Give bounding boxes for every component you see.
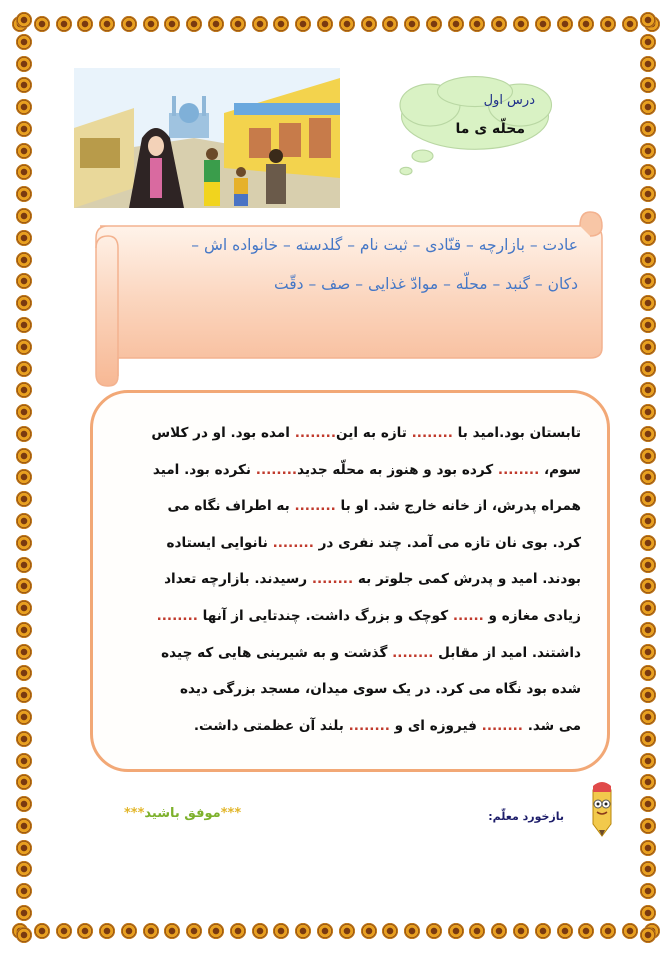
flower-ornament-icon: [16, 34, 32, 50]
flower-ornament-icon: [273, 16, 289, 32]
reading-text-segment: رسیدند. بازارچه تعداد: [164, 571, 312, 588]
flower-ornament-icon: [16, 361, 32, 377]
flower-ornament-icon: [426, 923, 442, 939]
reading-line: [121, 452, 581, 489]
flower-ornament-icon: [448, 16, 464, 32]
flower-ornament-icon: [513, 923, 529, 939]
vocabulary-line-1: عادت – بازارچه – قنّادی – ثبت نام – گلدسته – خانواده اش –: [191, 236, 578, 254]
reading-text-segment: نکرده بود. امید: [152, 461, 256, 478]
blank-gap: ........: [411, 425, 453, 441]
flower-ornament-icon: [640, 230, 656, 246]
flower-ornament-icon: [16, 731, 32, 747]
flower-ornament-icon: [99, 16, 115, 32]
flower-ornament-icon: [600, 16, 616, 32]
flower-ornament-icon: [640, 687, 656, 703]
reading-text-segment: به اطراف نگاه می: [167, 498, 295, 515]
lesson-label: درس اول: [483, 93, 535, 108]
reading-text-segment: کوچک و بزرگ داشت. چندتایی از آنها: [197, 607, 453, 624]
flower-ornament-icon: [640, 143, 656, 159]
flower-ornament-icon: [16, 230, 32, 246]
flower-ornament-icon: [16, 883, 32, 899]
flower-ornament-icon: [640, 622, 656, 638]
bazaar-scene-illustration: [74, 68, 340, 208]
flower-ornament-icon: [16, 252, 32, 268]
flower-ornament-icon: [16, 99, 32, 115]
flower-ornament-icon: [77, 923, 93, 939]
flower-ornament-icon: [426, 16, 442, 32]
flower-ornament-icon: [640, 644, 656, 660]
flower-ornament-icon: [16, 273, 32, 289]
flower-ornament-icon: [640, 404, 656, 420]
flower-ornament-icon: [317, 923, 333, 939]
flower-ornament-icon: [640, 731, 656, 747]
blank-gap: ........: [392, 644, 434, 661]
flower-ornament-icon: [230, 923, 246, 939]
flower-ornament-icon: [56, 923, 72, 939]
flower-ornament-icon: [640, 818, 656, 834]
lesson-heading: [365, 75, 565, 180]
flower-ornament-icon: [16, 709, 32, 725]
flower-ornament-icon: [16, 404, 32, 420]
reading-line: [121, 488, 581, 525]
flower-ornament-icon: [640, 513, 656, 529]
good-luck-message: [124, 806, 241, 821]
flower-ornament-icon: [16, 448, 32, 464]
flower-ornament-icon: [16, 578, 32, 594]
flower-ornament-icon: [16, 426, 32, 442]
reading-passage-box: [90, 390, 610, 772]
reading-text-segment: سوم،: [539, 461, 581, 478]
flower-ornament-icon: [16, 796, 32, 812]
flower-ornament-icon: [382, 923, 398, 939]
flower-ornament-icon: [578, 16, 594, 32]
reading-line: [121, 598, 581, 635]
blank-gap: ........: [348, 717, 390, 734]
reading-text-segment: تازه به این: [336, 425, 412, 441]
flower-ornament-icon: [361, 16, 377, 32]
flower-ornament-icon: [404, 16, 420, 32]
reading-text-segment: می شد.: [522, 717, 581, 734]
frame-right: [636, 12, 660, 943]
flower-ornament-icon: [164, 923, 180, 939]
reading-text-segment: شده بود نگاه می کرد. در یک سوی میدان، مسجد بزرگی دیده: [179, 681, 581, 698]
flower-ornament-icon: [16, 927, 32, 943]
flower-ornament-icon: [16, 600, 32, 616]
stars-right: ***: [124, 806, 145, 821]
flower-ornament-icon: [143, 16, 159, 32]
reading-line: [121, 415, 581, 452]
flower-ornament-icon: [16, 469, 32, 485]
flower-ornament-icon: [186, 16, 202, 32]
flower-ornament-icon: [16, 644, 32, 660]
frame-left: [12, 12, 36, 943]
flower-ornament-icon: [640, 339, 656, 355]
reading-text-segment: همراه پدرش، از خانه خارج شد. او با: [335, 498, 581, 515]
lesson-title: محلّه ی ما: [455, 121, 525, 137]
reading-text-segment: داشتند. امید از مقابل: [433, 644, 581, 661]
flower-ornament-icon: [317, 16, 333, 32]
flower-ornament-icon: [16, 557, 32, 573]
frame-bottom: [12, 919, 660, 943]
flower-ornament-icon: [16, 665, 32, 681]
flower-ornament-icon: [469, 16, 485, 32]
blank-gap: ........: [294, 498, 336, 515]
reading-text-segment: بودند. امید و پدرش کمی جلوتر به: [353, 571, 581, 588]
flower-ornament-icon: [640, 709, 656, 725]
flower-ornament-icon: [640, 905, 656, 921]
flower-ornament-icon: [16, 774, 32, 790]
flower-ornament-icon: [404, 923, 420, 939]
flower-ornament-icon: [640, 491, 656, 507]
flower-ornament-icon: [208, 16, 224, 32]
flower-ornament-icon: [56, 16, 72, 32]
flower-ornament-icon: [557, 16, 573, 32]
frame-top: [12, 12, 660, 36]
vocabulary-scroll: [78, 208, 606, 388]
reading-text-segment: کرده بود و هنوز به محلّه جدید: [297, 461, 498, 478]
flower-ornament-icon: [16, 186, 32, 202]
reading-line: [121, 561, 581, 598]
flower-ornament-icon: [121, 923, 137, 939]
flower-ornament-icon: [491, 16, 507, 32]
flower-ornament-icon: [640, 535, 656, 551]
flower-ornament-icon: [361, 923, 377, 939]
reading-line: [121, 635, 581, 672]
flower-ornament-icon: [640, 164, 656, 180]
blank-gap: ......: [452, 607, 484, 624]
flower-ornament-icon: [34, 16, 50, 32]
flower-ornament-icon: [295, 923, 311, 939]
flower-ornament-icon: [640, 382, 656, 398]
flower-ornament-icon: [164, 16, 180, 32]
flower-ornament-icon: [16, 818, 32, 834]
flower-ornament-icon: [16, 382, 32, 398]
flower-ornament-icon: [16, 317, 32, 333]
pencil-mascot-icon: [585, 780, 619, 838]
flower-ornament-icon: [16, 143, 32, 159]
flower-ornament-icon: [640, 186, 656, 202]
reading-text-segment: تابستان بود.امید با: [452, 425, 581, 441]
flower-ornament-icon: [16, 121, 32, 137]
flower-ornament-icon: [448, 923, 464, 939]
flower-ornament-icon: [640, 774, 656, 790]
flower-ornament-icon: [491, 923, 507, 939]
flower-ornament-icon: [16, 840, 32, 856]
flower-ornament-icon: [208, 923, 224, 939]
flower-ornament-icon: [99, 923, 115, 939]
flower-ornament-icon: [640, 840, 656, 856]
flower-ornament-icon: [16, 12, 32, 28]
flower-ornament-icon: [578, 923, 594, 939]
flower-ornament-icon: [230, 16, 246, 32]
reading-text-segment: کرد. بوی نان تازه می آمد. چند نفری در: [313, 534, 581, 551]
flower-ornament-icon: [640, 317, 656, 333]
reading-text-segment: امده بود. او در کلاس: [151, 425, 295, 441]
flower-ornament-icon: [16, 905, 32, 921]
worksheet-page: [40, 40, 632, 915]
flower-ornament-icon: [16, 56, 32, 72]
flower-ornament-icon: [469, 923, 485, 939]
flower-ornament-icon: [640, 600, 656, 616]
flower-ornament-icon: [252, 923, 268, 939]
flower-ornament-icon: [640, 295, 656, 311]
reading-line: [121, 525, 581, 562]
flower-ornament-icon: [640, 557, 656, 573]
vocabulary-list: [138, 226, 578, 304]
flower-ornament-icon: [640, 927, 656, 943]
stars-left: ***: [220, 806, 242, 821]
teacher-feedback-label: بازخورد معلّم:: [488, 810, 564, 823]
reading-passage: [121, 415, 581, 744]
flower-ornament-icon: [640, 469, 656, 485]
flower-ornament-icon: [16, 295, 32, 311]
flower-ornament-icon: [640, 448, 656, 464]
flower-ornament-icon: [640, 12, 656, 28]
blank-gap: ........: [255, 461, 298, 478]
flower-ornament-icon: [640, 99, 656, 115]
blank-gap: ........: [311, 571, 354, 588]
vocabulary-line-2: دکان – گنبد – محلّه – موادّ غذایی – صف – دقّت: [274, 275, 578, 293]
flower-ornament-icon: [295, 16, 311, 32]
flower-ornament-icon: [640, 208, 656, 224]
flower-ornament-icon: [382, 16, 398, 32]
flower-ornament-icon: [557, 923, 573, 939]
flower-ornament-icon: [640, 77, 656, 93]
flower-ornament-icon: [640, 753, 656, 769]
flower-ornament-icon: [34, 923, 50, 939]
flower-ornament-icon: [186, 923, 202, 939]
flower-ornament-icon: [600, 923, 616, 939]
reading-text-segment: گذشت و به شیرینی هایی که چیده: [161, 644, 393, 661]
flower-ornament-icon: [16, 208, 32, 224]
flower-ornament-icon: [640, 121, 656, 137]
flower-ornament-icon: [16, 622, 32, 638]
blank-gap: ........: [481, 717, 523, 734]
reading-line: [121, 671, 581, 708]
flower-ornament-icon: [640, 273, 656, 289]
flower-ornament-icon: [535, 16, 551, 32]
reading-text-segment: فیروزه ای و: [389, 717, 482, 734]
flower-ornament-icon: [640, 861, 656, 877]
flower-ornament-icon: [640, 883, 656, 899]
flower-ornament-icon: [16, 861, 32, 877]
blank-gap: ........: [156, 607, 198, 624]
reading-text-segment: بلند آن عظمتی داشت.: [193, 717, 349, 734]
reading-text-segment: نانوایی ایستاده: [166, 534, 273, 551]
flower-ornament-icon: [143, 923, 159, 939]
flower-ornament-icon: [16, 77, 32, 93]
flower-ornament-icon: [16, 513, 32, 529]
flower-ornament-icon: [640, 578, 656, 594]
flower-ornament-icon: [16, 687, 32, 703]
blank-gap: ........: [497, 461, 540, 478]
flower-ornament-icon: [16, 535, 32, 551]
reading-line: [121, 708, 581, 745]
blank-gap: ........: [272, 534, 314, 551]
flower-ornament-icon: [16, 164, 32, 180]
blank-gap: ........: [294, 425, 337, 441]
flower-ornament-icon: [640, 252, 656, 268]
reading-text-segment: زیادی مغازه و: [483, 607, 581, 624]
flower-ornament-icon: [339, 16, 355, 32]
flower-ornament-icon: [513, 16, 529, 32]
flower-ornament-icon: [640, 665, 656, 681]
flower-ornament-icon: [640, 34, 656, 50]
flower-ornament-icon: [640, 361, 656, 377]
flower-ornament-icon: [252, 16, 268, 32]
flower-ornament-icon: [535, 923, 551, 939]
flower-ornament-icon: [121, 16, 137, 32]
flower-ornament-icon: [339, 923, 355, 939]
good-luck-text: موفق باشید: [144, 806, 221, 821]
flower-ornament-icon: [16, 753, 32, 769]
flower-ornament-icon: [640, 56, 656, 72]
flower-ornament-icon: [640, 796, 656, 812]
flower-ornament-icon: [640, 426, 656, 442]
flower-ornament-icon: [77, 16, 93, 32]
flower-ornament-icon: [16, 491, 32, 507]
flower-ornament-icon: [273, 923, 289, 939]
flower-ornament-icon: [16, 339, 32, 355]
